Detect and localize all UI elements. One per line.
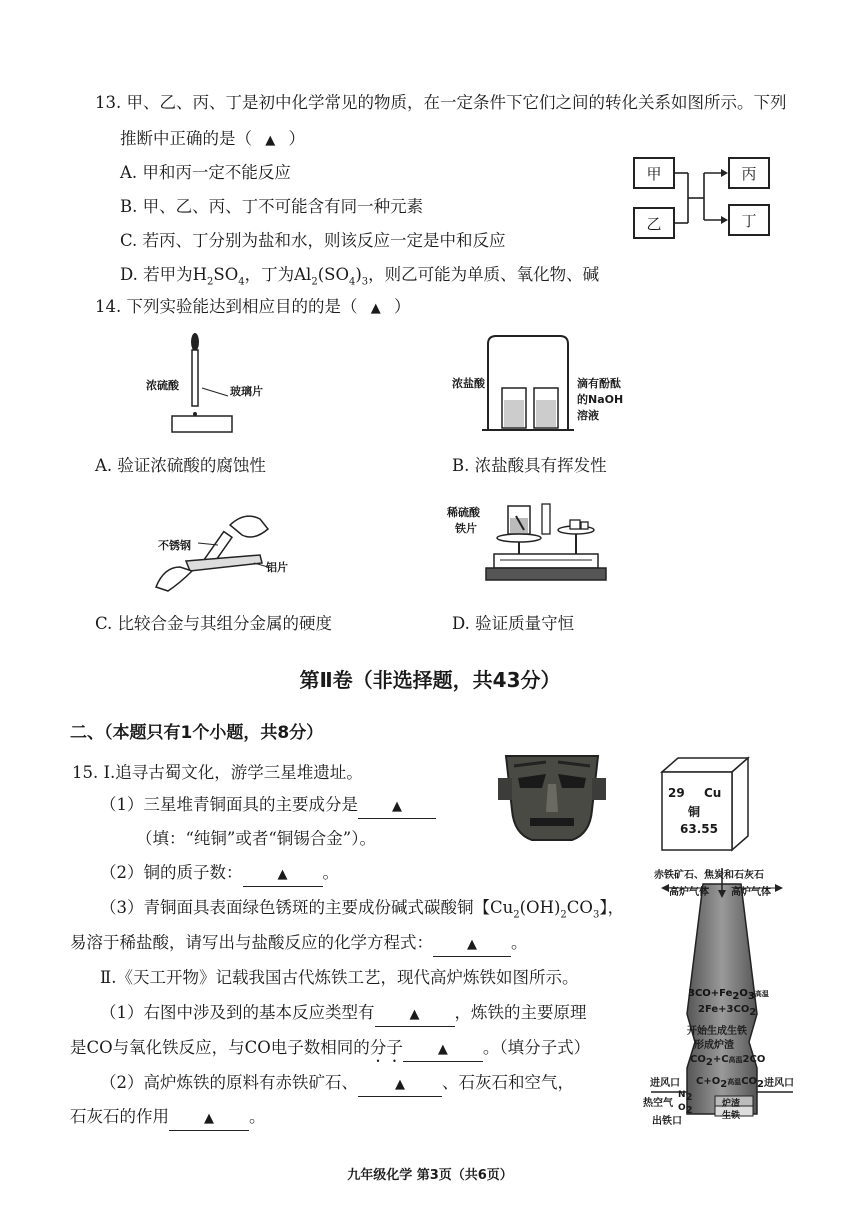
answer-marker: ▲	[467, 937, 477, 952]
rx: O	[678, 1102, 686, 1113]
q15-part-1-note: （填：“纯铜”或者“铜锡合金”）。	[136, 829, 376, 848]
sub: 4	[348, 276, 356, 288]
rx: N	[678, 1090, 686, 1100]
copper-element-cube	[658, 756, 752, 852]
q15-ii-1-text: 。（填分子式）	[482, 1038, 591, 1057]
sub: 2	[732, 991, 740, 1002]
condition: 高温	[754, 990, 769, 998]
element-atomic-mass: 63.55	[680, 822, 718, 836]
reaction-2	[690, 1054, 765, 1068]
q15-part-3-text: （3）青铜面具表面绿色锈斑的主要成份碱式碳酸铜【Cu	[100, 898, 514, 917]
hot-air-label: 热空气	[643, 1098, 673, 1109]
opt-d-text: ，则乙可能为单质、氧化物、碱	[368, 265, 600, 284]
emphasis-molecule: 分子	[369, 1038, 403, 1057]
bronze-mask-image	[498, 748, 606, 846]
answer-marker: ▲	[265, 133, 276, 148]
label-conc-sulfuric: 浓硫酸	[146, 379, 179, 392]
answer-blank[interactable]	[358, 794, 436, 819]
q15-ii-1-text: （1）右图中涉及到的基本反应类型有	[100, 1003, 375, 1022]
q15-part-3	[100, 897, 624, 926]
slag-label: 炉渣	[722, 1099, 741, 1109]
condition: 高温	[727, 1078, 742, 1086]
q15-intro-2: Ⅱ.《天工开物》记载我国古代炼铁工艺，现代高炉炼铁如图所示。	[100, 968, 579, 987]
answer-marker: ▲	[437, 1042, 448, 1057]
answer-marker: ▲	[409, 1007, 420, 1022]
condition: 高温	[728, 1056, 743, 1064]
box-jia: 甲	[633, 157, 675, 189]
sub: 2	[207, 276, 214, 288]
q14-stem	[95, 296, 411, 320]
answer-blank[interactable]	[358, 1072, 442, 1097]
sub: 3	[361, 276, 369, 288]
opt-d-text: (SO	[317, 265, 349, 284]
q13-option-c[interactable]: C. 若丙、丁分别为盐和水，则该反应一定是中和反应	[120, 231, 506, 250]
q13-number: 13.	[95, 93, 122, 112]
part-two-heading: 第Ⅱ卷（非选择题，共43分）	[299, 668, 561, 692]
answer-marker: ▲	[204, 1111, 214, 1126]
sub: 3	[747, 991, 755, 1002]
q13-option-b[interactable]: B. 甲、乙、丙、丁不可能含有同一种元素	[120, 197, 424, 216]
gas-right-label: 高炉气体	[731, 887, 771, 898]
answer-marker: ▲	[395, 1077, 405, 1092]
rx: +C	[712, 1054, 729, 1065]
sub: 3	[592, 909, 600, 921]
reaction-1-product	[698, 1004, 756, 1018]
q13-option-a[interactable]: A. 甲和丙一定不能反应	[120, 163, 291, 182]
q13-stem-line1	[95, 92, 787, 114]
rx: 2CO	[742, 1054, 766, 1065]
q15-number: 15.	[72, 763, 99, 782]
punct: 。	[322, 863, 339, 882]
sub: 2	[720, 1079, 728, 1090]
q15-ii-2-text: 石灰石的作用	[70, 1107, 169, 1126]
sub: 2	[311, 276, 318, 288]
furnace-top-label: 赤铁矿石、焦炭和石灰石	[654, 870, 764, 881]
box-bing: 丙	[728, 157, 770, 189]
q15-part-3-line2	[70, 932, 528, 957]
beaker-bell-jar-illustration	[480, 330, 580, 435]
sub: 2	[757, 1079, 764, 1090]
opt-d-text: )	[355, 265, 362, 284]
slag-forming-label: 形成炉渣	[694, 1040, 734, 1051]
element-symbol: Cu	[704, 786, 722, 800]
label-conc-hcl: 浓盐酸	[452, 377, 485, 390]
label-dilute-sulfuric: 稀硫酸	[447, 506, 480, 519]
q13-stem-cont: 推断中正确的是（	[120, 129, 252, 148]
sub: 2	[685, 1104, 693, 1116]
answer-blank[interactable]	[433, 932, 511, 957]
opt-d-text: SO	[213, 265, 239, 284]
answer-marker: ▲	[277, 867, 288, 882]
q14-stem-text: 下列实验能达到相应目的的是（	[126, 297, 358, 316]
inlet-left-label: 进风口	[650, 1078, 680, 1089]
page-footer: 九年级化学 第3页（共6页）	[347, 1168, 513, 1183]
rx: 2Fe+3CO	[698, 1004, 750, 1015]
sub: 2	[705, 1057, 713, 1068]
q14-stem-end: ）	[394, 297, 411, 316]
q13-stem: 甲、乙、丙、丁是初中化学常见的物质，在一定条件下它们之间的转化关系如图所示。下列	[126, 93, 787, 112]
q15-part-1-text: （1）三星堆青铜面具的主要成分是	[100, 795, 358, 814]
q15-part-3-text: CO	[566, 898, 593, 917]
q14-option-b[interactable]: B. 浓盐酸具有挥发性	[452, 456, 607, 475]
answer-blank[interactable]	[403, 1037, 483, 1062]
rx: CO	[741, 1076, 758, 1087]
element-atomic-number: 29	[668, 786, 685, 800]
sub: 4	[238, 276, 245, 288]
label-glass-slide: 玻璃片	[230, 385, 263, 398]
label-naoh: 的NaOH	[577, 393, 624, 406]
inlet-right-label: 进风口	[764, 1078, 794, 1089]
q15-ii-2-text: 、石灰石和空气，	[442, 1073, 574, 1092]
q15-intro-text: Ⅰ.追寻古蜀文化，游学三星堆遗址。	[103, 763, 363, 782]
punct: 。	[511, 933, 528, 952]
q15-ii-part-2-line2	[70, 1106, 266, 1131]
q15-part-2	[100, 862, 339, 887]
q13-option-d[interactable]	[120, 264, 599, 293]
sub: 2	[560, 909, 567, 921]
q14-number: 14.	[95, 297, 122, 316]
answer-blank[interactable]	[169, 1106, 249, 1131]
q15-part-2-text: （2）铜的质子数：	[100, 863, 243, 882]
iron-outlet-label: 出铁口	[652, 1116, 682, 1127]
sub: 2	[749, 1007, 757, 1018]
q15-intro-1	[72, 762, 363, 784]
q14-option-a[interactable]: A. 验证浓硫酸的腐蚀性	[95, 456, 266, 475]
q15-ii-part-2	[100, 1072, 574, 1097]
gas-left-label: 高炉气体	[669, 887, 709, 898]
q15-ii-part-1	[100, 1002, 587, 1027]
iron-forming-label: 开始生成生铁	[687, 1026, 747, 1037]
reaction-1	[688, 988, 769, 1002]
q15-ii-part-1-line2	[70, 1037, 590, 1066]
rx: C+O	[696, 1076, 721, 1087]
answer-marker: ▲	[392, 799, 402, 814]
sub: 2	[685, 1091, 693, 1103]
label-stainless-steel: 不锈钢	[158, 539, 191, 552]
answer-marker: ▲	[370, 301, 381, 316]
rx: CO	[690, 1054, 706, 1065]
q15-ii-2-text: （2）高炉炼铁的原料有赤铁矿石、	[100, 1073, 358, 1092]
label-solution: 溶液	[577, 409, 599, 422]
answer-blank[interactable]	[243, 862, 323, 887]
balance-illustration	[480, 498, 610, 588]
box-yi: 乙	[633, 207, 675, 239]
section-two-heading: 二、（本题只有1个小题，共8分）	[70, 723, 324, 743]
box-ding: 丁	[728, 204, 770, 236]
q14-option-c[interactable]: C. 比较合金与其组分金属的硬度	[95, 614, 333, 633]
q13-stem-line2	[120, 128, 305, 152]
q15-part-3-text: (OH)	[519, 898, 561, 917]
answer-blank[interactable]	[375, 1002, 455, 1027]
q15-part-1	[100, 794, 436, 819]
label-phenolphthalein: 滴有酚酞	[577, 377, 621, 390]
q15-part-3-text: 易溶于稀盐酸，请写出与盐酸反应的化学方程式：	[70, 933, 433, 952]
q13-stem-end: ）	[288, 129, 305, 148]
q15-ii-1-text: ，炼铁的主要原理	[454, 1003, 587, 1022]
pig-iron-label: 生铁	[722, 1111, 741, 1121]
diagram-arrows	[670, 160, 732, 240]
punct: 。	[249, 1107, 266, 1126]
element-name: 铜	[688, 805, 701, 819]
rx: 3CO+Fe	[688, 988, 733, 999]
label-iron-sheet: 铁片	[455, 522, 477, 535]
sub: 2	[513, 909, 520, 921]
label-aluminum-sheet: 铝片	[266, 561, 288, 574]
rx: O	[739, 988, 748, 999]
q15-part-3-text: 】，	[599, 898, 625, 917]
opt-d-text: D. 若甲为H	[120, 265, 208, 284]
opt-d-text: ，丁为Al	[244, 265, 312, 284]
reaction-3	[696, 1076, 764, 1090]
q14-option-d[interactable]: D. 验证质量守恒	[452, 614, 575, 633]
q15-ii-1-text: 是CO与氧化铁反应，与CO电子数相同的	[70, 1038, 370, 1057]
